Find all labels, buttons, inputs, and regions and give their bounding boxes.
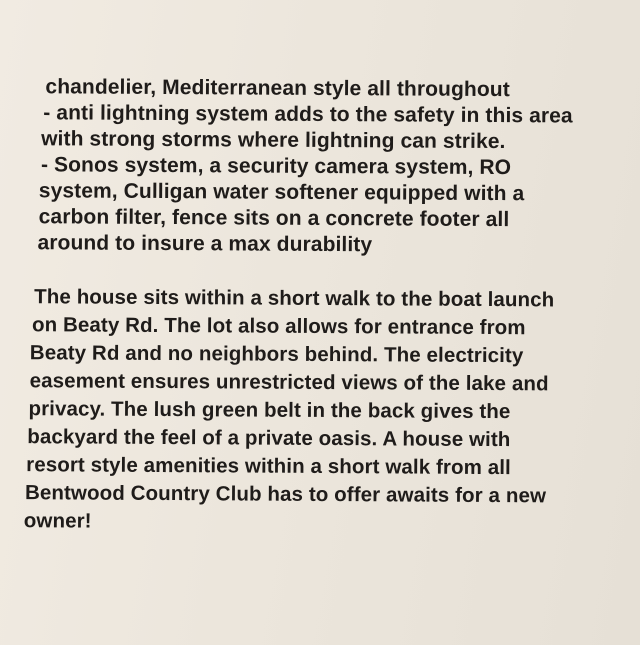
text-line: resort style amenities within a short walk from all [26,453,511,480]
text-line: system, Culligan water softener equipped with a [38,179,525,206]
paragraph-features [0,0,640,257]
text-line: backyard the feel of a private oasis. A house with [27,425,511,452]
text-line: Beaty Rd and no neighbors behind. The electricity [29,341,524,368]
text-line: with strong storms where lightning can strike. [41,127,506,154]
text-line: - anti lightning system adds to the safety in this area [43,101,573,128]
text-line: carbon filter, fence sits on a concrete footer all [38,205,510,232]
text-line: owner! [23,509,92,533]
text-line: chandelier, Mediterranean style all throughout [45,75,510,102]
text-line: Bentwood Country Club has to offer awaits for a new [24,481,547,508]
text-line: on Beaty Rd. The lot also allows for entrance from [31,313,526,340]
text-line: privacy. The lush green belt in the back gives the [28,397,511,424]
text-line: - Sonos system, a security camera system, RO [40,153,512,180]
text-line: easement ensures unrestricted views of the lake and [29,369,549,396]
text-line: around to insure a max durability [37,231,373,257]
text-line: The house sits within a short walk to the boat launch [34,285,555,312]
